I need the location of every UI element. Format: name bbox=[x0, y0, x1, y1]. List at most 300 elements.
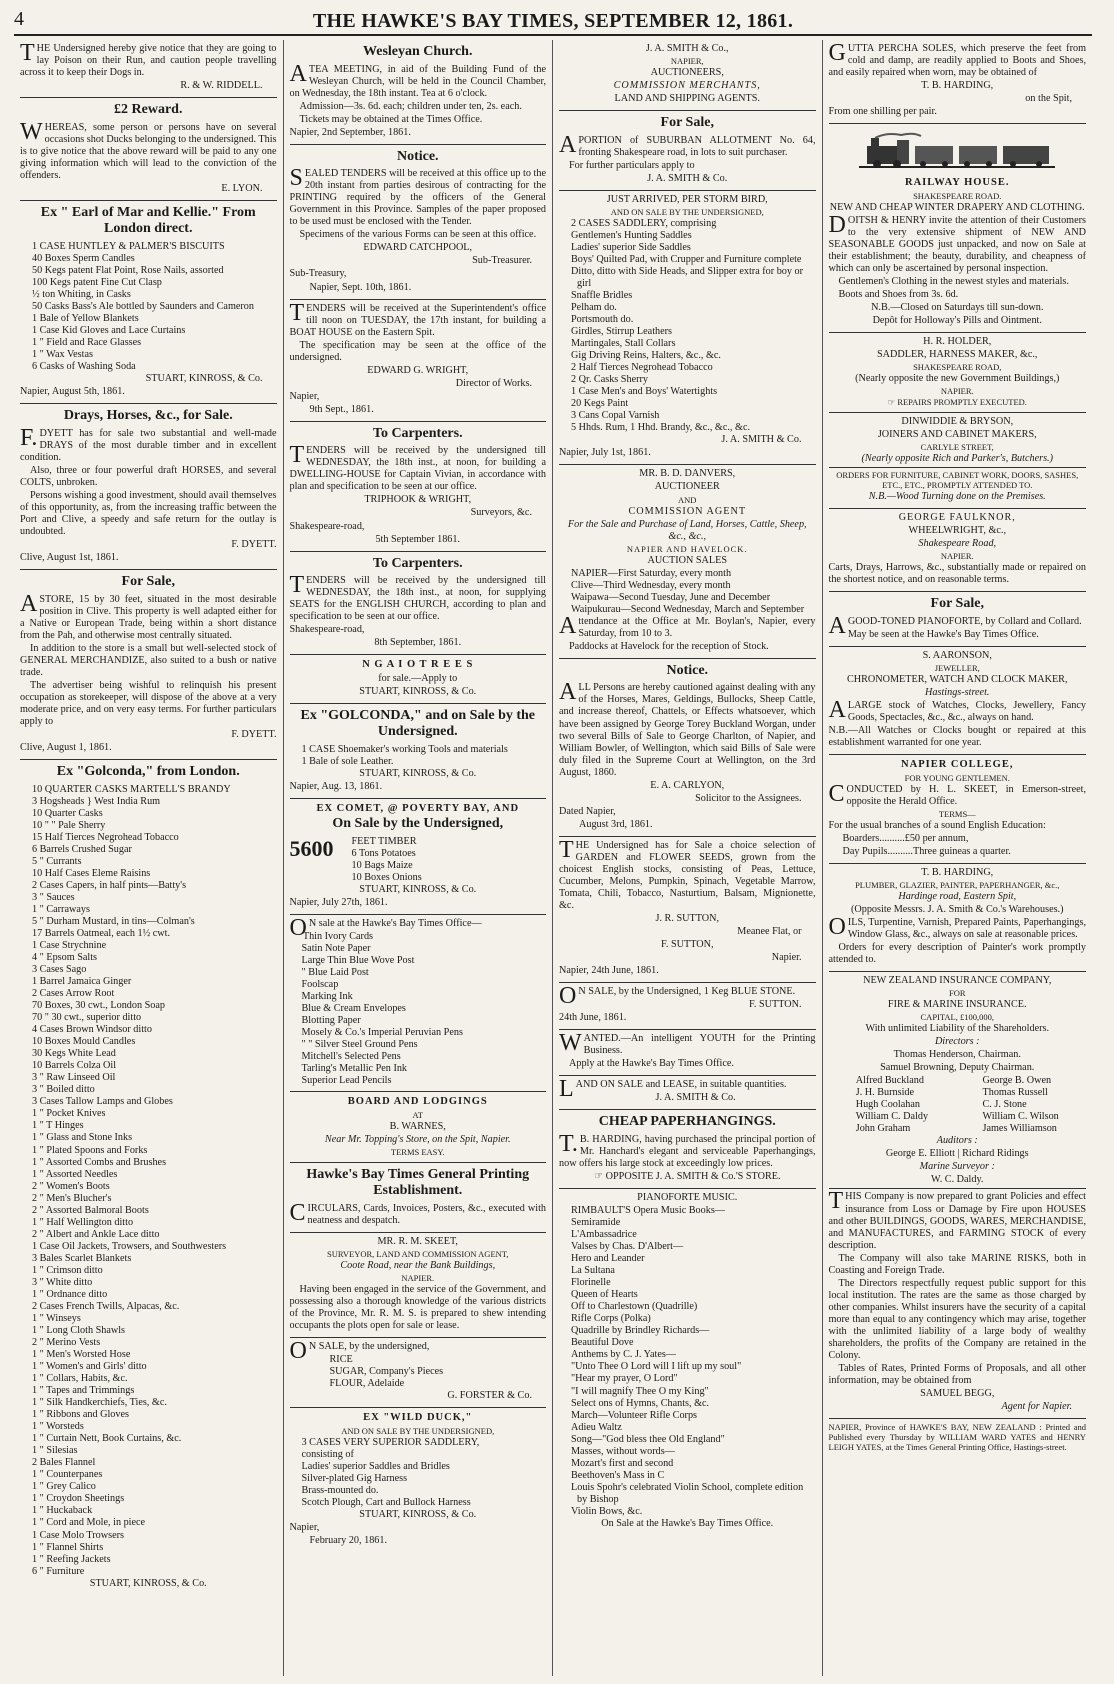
ad-description: For the Sale and Purchase of Land, Horses, Cattle, Sheep, &c., &c., bbox=[567, 518, 807, 542]
ad-signature: F. SUTTON. bbox=[749, 999, 802, 1011]
list-item: 5 Hhds. Rum, 1 Hhd. Brandy, &c., &c., &c. bbox=[571, 422, 751, 434]
list-item: 3 " Raw Linseed Oil bbox=[32, 1072, 116, 1084]
ad-signature: T. B. HARDING, bbox=[921, 80, 994, 92]
column-4 bbox=[823, 40, 1093, 1676]
ad-paragraph: The Company will also take MARINE RISKS, both in Coasting and Foreign Trade. bbox=[828, 1252, 1086, 1276]
ad-orders: ORDERS FOR FURNITURE, CABINET WORK, DOORS, SASHES, ETC., ETC., PROMPTLY ATTENDED TO. bbox=[836, 470, 1079, 491]
list-item: 3 Cases Tallow Lamps and Globes bbox=[32, 1096, 173, 1108]
ad-text: ON SALE, by the undersigned, bbox=[289, 1338, 430, 1365]
ad-repairs: ☞ REPAIRS PROMPTLY EXECUTED. bbox=[887, 397, 1027, 408]
ad-paragraph: Attendance at the Office at Mr. Boylan's, Napier, every Saturday, from 10 to 3. bbox=[559, 612, 816, 639]
director-name: J. H. Burnside bbox=[855, 1087, 915, 1099]
ad-signature: E. LYON. bbox=[221, 182, 263, 194]
ad-note: Depôt for Holloway's Pills and Ointment. bbox=[872, 314, 1042, 326]
ad-skeet-surveyor bbox=[290, 1233, 547, 1338]
ad-title: For Sale, bbox=[121, 574, 175, 590]
list-item: 1 Barrel Jamaica Ginger bbox=[32, 976, 132, 988]
ad-title: NAPIER COLLEGE, bbox=[901, 759, 1014, 771]
ad-date: 8th September, 1861. bbox=[374, 637, 462, 649]
ad-pianoforte-music bbox=[559, 1189, 816, 1535]
list-item: 1 " Worsteds bbox=[32, 1421, 84, 1433]
ad-reward bbox=[20, 98, 277, 201]
list-item: 1 " Grey Calico bbox=[32, 1481, 96, 1493]
list-item: 1 " Tapes and Trimmings bbox=[32, 1385, 135, 1397]
ad-date: 5th September 1861. bbox=[375, 533, 461, 545]
ad-name: H. R. HOLDER, bbox=[923, 335, 992, 347]
ad-town: Napier. bbox=[771, 952, 802, 964]
ad-town: NAPIER. bbox=[401, 1273, 435, 1284]
timber-quantity: 5600 bbox=[289, 835, 334, 861]
goods-list bbox=[290, 744, 547, 768]
ad-address: SHAKESPEARE ROAD, bbox=[913, 361, 1002, 372]
ad-poison-notice bbox=[20, 40, 277, 98]
ad-address: CARLYLE STREET, bbox=[920, 442, 994, 453]
ad-role: SURVEYOR, LAND AND COMMISSION AGENT, bbox=[327, 1248, 509, 1259]
list-item: 40 Boxes Sperm Candles bbox=[32, 252, 135, 264]
ad-subtitle: On Sale by the Undersigned, bbox=[332, 816, 504, 832]
ad-text: AGOOD-TONED PIANOFORTE, by Collard and Collard. bbox=[828, 612, 1082, 639]
ad-signature: STUART, KINROSS, & Co. bbox=[359, 1508, 477, 1520]
ad-text: TENDERS will be received by the undersigned till WEDNESDAY, the 18th inst., at noon, for supplying SEATS for the ENGLISH CHURCH, according to plan and specification to be seen at our office. bbox=[289, 572, 546, 623]
ad-role: JEWELLER, bbox=[934, 662, 980, 673]
ad-note: N.B.—All Watches or Clocks bought or repaired at this establishment warranted for one year. bbox=[828, 725, 1086, 749]
ad-signature: F. SUTTON, bbox=[661, 939, 714, 951]
list-item: Tarling's Metallic Pen Ink bbox=[301, 1063, 408, 1075]
list-item: 6 Barrels Crushed Sugar bbox=[32, 843, 132, 855]
list-item: 1 CASE HUNTLEY & PALMER'S BISCUITS bbox=[32, 240, 225, 252]
ad-harding-plumber bbox=[829, 864, 1087, 972]
ad-name: DINWIDDIE & BRYSON, bbox=[901, 416, 1014, 428]
ad-paragraphs bbox=[289, 60, 547, 126]
ad-address: Hardinge road, Eastern Spit, bbox=[898, 890, 1017, 902]
ad-title: To Carpenters. bbox=[372, 425, 463, 441]
list-item: 10 Bags Maize bbox=[351, 859, 413, 871]
ad-wild-duck bbox=[290, 1408, 547, 1552]
list-item: 1 " Long Cloth Shawls bbox=[32, 1324, 126, 1336]
ad-role: SADDLER, HARNESS MAKER, &c., bbox=[877, 348, 1038, 360]
ad-address: Hastings-street. bbox=[925, 687, 990, 699]
list-item: Semiramide bbox=[571, 1217, 621, 1229]
list-item: Martingales, Stall Collars bbox=[571, 338, 676, 350]
list-item: Quadrille by Brindley Richards— bbox=[571, 1325, 710, 1337]
ad-title: Wesleyan Church. bbox=[363, 44, 473, 59]
list-item: " Blue Laid Post bbox=[301, 967, 369, 979]
list-item: 2 Qr. Casks Sherry bbox=[571, 374, 648, 386]
list-item: 1 " Collars, Habits, &c. bbox=[32, 1373, 128, 1385]
ad-paragraph: TENDERS will be received at the Superintendent's office till noon on TUESDAY, the 17th instant, for building a BOAT HOUSE on the Eastern Spit. bbox=[289, 299, 546, 338]
ad-rice-sugar bbox=[290, 1338, 547, 1408]
ad-date: Dated Napier, bbox=[559, 805, 616, 817]
ad-signature: F. DYETT. bbox=[231, 539, 277, 551]
ad-paragraph: Paddocks at Havelock for the reception of Stock. bbox=[569, 640, 769, 652]
ad-text: WHEREAS, some person or persons have on several occasions shot Ducks belonging to the undersigned. This is to give notice that the above reward will be paid to any one giving information which will lead to the conviction of the offenders. bbox=[20, 118, 277, 181]
list-item: 1 Bale of Yellow Blankets bbox=[32, 313, 139, 325]
list-item: Clive—Third Wednesday, every month bbox=[571, 579, 731, 591]
ad-golconda-2 bbox=[290, 704, 547, 799]
ad-paragraph: The advertiser being wishful to relinquish his present occupation as storekeeper, will dispose of the above at a very moderate price, and on very easy terms. For further particulars apply to bbox=[20, 679, 277, 727]
list-item: Waipukurau—Second Wednesday, March and September bbox=[571, 603, 805, 615]
ad-chairman: Thomas Henderson, Chairman. bbox=[893, 1049, 1021, 1061]
list-item: 1 " Croydon Sheetings bbox=[32, 1493, 125, 1505]
ad-text: Carts, Drays, Harrows, &c., substantially made or repaired on the shortest notice, and on reasonable terms. bbox=[828, 562, 1086, 586]
list-item: 3 " Boiled ditto bbox=[32, 1084, 95, 1096]
ad-date: Napier, August 5th, 1861. bbox=[20, 386, 125, 398]
ad-signature: J. A. SMITH & Co. bbox=[721, 434, 802, 446]
ad-signature: EDWARD G. WRIGHT, bbox=[367, 364, 469, 376]
ad-allotment bbox=[559, 111, 816, 191]
ad-note: May be seen at the Hawke's Bay Times Office. bbox=[847, 628, 1039, 640]
list-item: Adieu Waltz bbox=[571, 1421, 622, 1433]
ad-signature: TRIPHOOK & WRIGHT, bbox=[364, 494, 472, 506]
ad-paragraph: For further particulars apply to bbox=[569, 159, 695, 171]
list-item: 50 Kegs patent Flat Point, Rose Nails, assorted bbox=[32, 264, 224, 276]
ad-boat-house bbox=[290, 300, 547, 422]
ad-paragraphs bbox=[559, 1030, 816, 1070]
ad-signature: STUART, KINROSS, & Co. bbox=[359, 883, 477, 895]
ad-signature: J. A. SMITH & Co. bbox=[655, 1092, 736, 1104]
ad-paragraph: Gentlemen's Clothing in the newest styles and materials. bbox=[838, 275, 1069, 287]
list-item: Waipawa—Second Tuesday, June and December bbox=[571, 591, 771, 603]
ad-board-lodgings bbox=[290, 1092, 547, 1162]
list-item: Superior Lead Pencils bbox=[301, 1075, 392, 1087]
list-item: Snaffle Bridles bbox=[571, 290, 633, 302]
ad-deputy: Samuel Browning, Deputy Chairman. bbox=[880, 1062, 1035, 1074]
director-name: William C. Wilson bbox=[982, 1111, 1059, 1123]
list-item: 1 " Silk Handkerchiefs, Ties, &c. bbox=[32, 1397, 167, 1409]
list-item: 1 " Carraways bbox=[32, 903, 90, 915]
ad-title: £2 Reward. bbox=[114, 102, 183, 118]
list-item: 10 QUARTER CASKS MARTELL'S BRANDY bbox=[32, 783, 231, 795]
list-item: 70 " 30 cwt., superior ditto bbox=[32, 1012, 142, 1024]
ad-date: August 3rd, 1861. bbox=[579, 818, 653, 830]
list-item: 1 " Assorted Combs and Brushes bbox=[32, 1156, 167, 1168]
list-item: Marking Ink bbox=[301, 991, 353, 1003]
ad-role: CHRONOMETER, WATCH AND CLOCK MAKER, bbox=[846, 674, 1068, 685]
ad-title: Notice. bbox=[396, 148, 439, 164]
ad-role: PLUMBER, GLAZIER, PAINTER, PAPERHANGER, &c., bbox=[855, 879, 1060, 890]
list-item: 1 " Winseys bbox=[32, 1312, 81, 1324]
list-item: 10 Boxes Onions bbox=[351, 871, 422, 883]
list-item: L'Ambassadrice bbox=[571, 1229, 637, 1241]
list-item: consisting of bbox=[301, 1448, 354, 1460]
ad-paragraph: In addition to the store is a small but well-selected stock of GENERAL MERCHANDIZE, also suited to a bush or native trade. bbox=[20, 642, 277, 678]
ad-title: For Sale, bbox=[660, 115, 714, 131]
list-item: NAPIER—First Saturday, every month bbox=[571, 567, 732, 579]
ad-paragraph: Boots and Shoes from 3s. 6d. bbox=[838, 288, 959, 300]
list-item: 3 Hogsheads } West India Rum bbox=[32, 795, 161, 807]
list-item: Anthems by C. J. Yates— bbox=[571, 1349, 676, 1361]
list-item: 2 " Women's Boots bbox=[32, 1180, 110, 1192]
ad-text: THE Undersigned has for Sale a choice selection of GARDEN and FLOWER SEEDS, grown from the choicest English stocks, consisting of Peas, Lettuce, Cucumber, Melons, Pumpkin, Spinach, Vegetable Marrow, Tomata, Chili, Tobacco, Nasturtium, Balsam, Mignionette, &c. bbox=[559, 836, 816, 911]
ad-paragraphs bbox=[828, 913, 1087, 966]
ad-address: Near Mr. Topping's Store, on the Spit, Napier. bbox=[324, 1133, 511, 1145]
ad-blue-stone bbox=[559, 983, 816, 1030]
list-item: Large Thin Blue Wove Post bbox=[301, 955, 415, 967]
list-item: 4 " Epsom Salts bbox=[32, 952, 98, 963]
list-item: 2 " Assorted Balmoral Boots bbox=[32, 1204, 149, 1216]
ad-address: Shakespeare Road, bbox=[918, 538, 997, 550]
list-item: Thin Ivory Cards bbox=[302, 930, 374, 942]
columns bbox=[14, 40, 1092, 1676]
ad-aaronson bbox=[829, 647, 1087, 755]
list-item: 2 CASES SADDLERY, comprising bbox=[571, 217, 717, 229]
column-3 bbox=[553, 40, 823, 1676]
ad-date: February 20, 1861. bbox=[309, 1534, 388, 1546]
list-item: 1 " Ordnance ditto bbox=[32, 1288, 108, 1300]
ad-name: MR. B. D. DANVERS, bbox=[639, 468, 736, 480]
ad-place: Meanee Flat, or bbox=[737, 926, 802, 937]
list-item: Louis Spohr's celebrated Violin School, complete edition by Bishop bbox=[571, 1481, 804, 1505]
ad-name: J. A. SMITH & Co., bbox=[645, 43, 729, 54]
ad-title: Ex "Golconda," from London. bbox=[56, 764, 240, 780]
list-item: 3 CASES VERY SUPERIOR SADDLERY, bbox=[301, 1436, 480, 1448]
ad-date: 24th June, 1861. bbox=[559, 1012, 627, 1024]
goods-list bbox=[559, 218, 816, 435]
list-item: La Sultana bbox=[571, 1265, 615, 1277]
ad-printing-tenders bbox=[290, 145, 547, 300]
ad-surveyor: W. C. Daldy. bbox=[931, 1174, 984, 1186]
list-item: 10 Quarter Casks bbox=[32, 807, 103, 819]
list-item: "I will magnify Thee O my King" bbox=[571, 1385, 709, 1397]
ad-subtitle: AUCTION SALES bbox=[647, 554, 728, 566]
ad-paragraph: Orders for every description of Painter's work promptly attended to. bbox=[828, 941, 1086, 965]
list-item: Mitchell's Selected Pens bbox=[301, 1051, 401, 1063]
list-item: 3 " Sauces bbox=[32, 891, 75, 903]
ad-piano-for-sale bbox=[829, 592, 1087, 647]
ad-title: BOARD AND LODGINGS bbox=[347, 1096, 488, 1108]
ad-role: Solicitor to the Assignees. bbox=[695, 792, 802, 804]
ad-note: (Nearly opposite Rich and Parker's, Butchers.) bbox=[861, 453, 1053, 465]
ad-signature: G. FORSTER & Co. bbox=[447, 1390, 532, 1402]
list-item: 1 " Cord and Mole, in piece bbox=[32, 1517, 146, 1529]
list-item: 1 " Huckaback bbox=[32, 1505, 93, 1517]
ad-signature: STUART, KINROSS, & Co. bbox=[359, 685, 477, 697]
list-item: 2 Cases French Twills, Alpacas, &c. bbox=[32, 1300, 180, 1312]
ad-title: To Carpenters. bbox=[372, 555, 463, 571]
ad-drays-horses bbox=[20, 404, 277, 570]
ad-text: for sale.—Apply to bbox=[378, 672, 458, 684]
list-item: 1 " Glass and Stone Inks bbox=[32, 1132, 133, 1144]
ad-carpenters-1 bbox=[290, 422, 547, 552]
director-name: George B. Owen bbox=[982, 1075, 1052, 1087]
ad-role: Director of Works. bbox=[455, 377, 532, 389]
goods-list bbox=[20, 784, 277, 1578]
ad-paragraph: OILS, Turpentine, Varnish, Prepared Paints, Paperhangings, Window Glass, &c., always on sale at reasonable prices. bbox=[828, 913, 1086, 940]
ad-dinwiddie bbox=[829, 413, 1087, 509]
list-item: 2 " Men's Blucher's bbox=[32, 1192, 112, 1204]
list-item: "Unto Thee O Lord will I lift up my soul" bbox=[571, 1361, 742, 1373]
list-item: Rifle Corps (Polka) bbox=[571, 1313, 651, 1325]
list-item: Brass-mounted do. bbox=[301, 1484, 379, 1496]
list-item: 1 Case Strychnine bbox=[32, 939, 107, 951]
ad-paragraph: The specification may be seen at the office of the undersigned. bbox=[289, 339, 546, 363]
list-item: 1 " Silesias bbox=[32, 1445, 78, 1457]
ad-subtitle: AND ON SALE BY THE UNDERSIGNED, bbox=[610, 206, 764, 217]
ad-seeds bbox=[559, 837, 816, 983]
ad-paragraphs bbox=[559, 131, 816, 172]
list-item: Blue & Cream Envelopes bbox=[301, 1003, 406, 1015]
list-item: Hero and Leander bbox=[571, 1253, 645, 1265]
director-name: Thomas Russell bbox=[982, 1087, 1048, 1099]
list-item: Gentlemen's Hunting Saddles bbox=[571, 229, 692, 241]
ad-name: B. WARNES, bbox=[389, 1120, 446, 1132]
list-item: Queen of Hearts bbox=[571, 1289, 638, 1301]
ad-date: Napier, bbox=[289, 390, 320, 402]
ad-text: ON SALE, by the Undersigned, 1 Keg BLUE STONE. bbox=[559, 983, 796, 1010]
ad-signature: R. & W. RIDDELL. bbox=[180, 80, 263, 92]
ad-golconda bbox=[20, 760, 277, 1595]
ad-caution-notice bbox=[559, 659, 816, 837]
ad-paragraph: WANTED.—An intelligent YOUTH for the Printing Business. bbox=[559, 1030, 816, 1057]
list-item: 3 Bales Scarlet Blankets bbox=[32, 1252, 132, 1264]
ad-signature: J. A. SMITH & Co. bbox=[647, 172, 728, 184]
ad-signature: STUART, KINROSS, & Co. bbox=[145, 373, 263, 385]
ad-text: For the usual branches of a sound English Education: bbox=[828, 819, 1046, 831]
ad-paragraphs bbox=[559, 612, 816, 653]
list-item: 1 Case Oil Jackets, Trowsers, and Southwesters bbox=[32, 1240, 227, 1252]
ad-title: CHEAP PAPERHANGINGS. bbox=[598, 1114, 776, 1130]
director-name: Alfred Buckland bbox=[855, 1075, 924, 1087]
ad-paragraphs bbox=[828, 1188, 1087, 1387]
column-1 bbox=[14, 40, 284, 1676]
ad-paragraph: APORTION of SUBURBAN ALLOTMENT No. 64, fronting Shakespeare road, in lots to suit purchaser. bbox=[559, 131, 816, 158]
ad-role: COMMISSION MERCHANTS, bbox=[613, 80, 761, 92]
ad-insurance bbox=[829, 972, 1087, 1419]
ad-land-lease bbox=[559, 1076, 816, 1110]
ad-town: NAPIER. bbox=[940, 386, 974, 396]
goods-list bbox=[290, 931, 547, 1087]
list-item: 6 " Furniture bbox=[32, 1565, 85, 1577]
list-item: Violin Bows, &c. bbox=[571, 1505, 643, 1517]
ad-terms: TERMS— bbox=[938, 808, 976, 819]
train-icon bbox=[857, 132, 1057, 172]
ad-text: T.B. HARDING, having purchased the principal portion of Mr. Hanchard's elegant and serviceable Paperhangings, now offers his large stock at exceedingly low prices. bbox=[559, 1130, 816, 1169]
list-item: Mozart's first and second bbox=[571, 1457, 674, 1469]
ad-date: 9th Sept., 1861. bbox=[309, 403, 374, 415]
ad-date: Shakespeare-road, bbox=[289, 624, 365, 636]
ad-title: N G A I O T R E E S bbox=[362, 659, 474, 671]
list-item: Florinelle bbox=[571, 1277, 611, 1289]
page-number: 4 bbox=[14, 8, 24, 30]
ad-name: S. AARONSON, bbox=[922, 649, 992, 661]
director-name: William C. Daldy bbox=[855, 1111, 929, 1123]
ad-liability: With unlimited Liability of the Shareholders. bbox=[865, 1023, 1049, 1035]
ad-name: MR. R. M. SKEET, bbox=[377, 1235, 458, 1247]
ad-smith-auctioneers bbox=[559, 40, 816, 111]
ad-terms: TERMS EASY. bbox=[390, 1146, 445, 1157]
director-name: C. J. Stone bbox=[982, 1099, 1027, 1111]
list-item: 1 Case Molo Trowsers bbox=[32, 1529, 124, 1541]
list-item: 2 " Albert and Ankle Lace ditto bbox=[32, 1228, 160, 1240]
list-item: Blotting Paper bbox=[301, 1015, 361, 1027]
ad-text: TENDERS will be received by the undersigned till WEDNESDAY, the 18th inst., at noon, for building a DWELLING-HOUSE for Captain Vivian, in accordance with plan and specification to be seen at our office. bbox=[289, 442, 546, 493]
ad-paragraph: Specimens of the various Forms can be seen at this office. bbox=[299, 229, 537, 241]
list-item: Valses by Chas. D'Albert— bbox=[571, 1241, 684, 1253]
list-item: Ladies' superior Saddles and Bridles bbox=[301, 1460, 450, 1472]
ad-date: Napier, bbox=[289, 1521, 320, 1533]
list-item: Portsmouth do. bbox=[571, 314, 634, 326]
ad-paperhangings bbox=[559, 1110, 816, 1189]
list-item: 1 " Curtain Nett, Book Curtains, &c. bbox=[32, 1433, 182, 1445]
ad-text: CONDUCTED by H. L. SKEET, in Emerson-street, opposite the Herald Office. bbox=[828, 780, 1086, 807]
ad-text: GUTTA PERCHA SOLES, which preserve the feet from cold and damp, are readily applied to Boots and Shoes, and easily repaired when worn, may be obtained of bbox=[828, 40, 1086, 79]
list-item: March—Volunteer Rifle Corps bbox=[571, 1409, 697, 1421]
list-item: 70 Boxes, 30 cwt., London Soap bbox=[32, 1000, 165, 1012]
list-item: Silver-plated Gig Harness bbox=[301, 1472, 408, 1484]
ad-town: NAPIER. bbox=[940, 551, 974, 562]
auction-list bbox=[559, 568, 816, 616]
ad-date: Napier, July 27th, 1861. bbox=[289, 896, 388, 908]
list-item: 30 Kegs White Lead bbox=[32, 1048, 116, 1060]
list-item: Ditto, ditto with Side Heads, and Slipper extra for boy or girl bbox=[571, 265, 804, 289]
ad-note: (Opposite Messrs. J. A. Smith & Co.'s Warehouses.) bbox=[851, 903, 1064, 915]
ad-date: Clive, August 1st, 1861. bbox=[20, 552, 119, 564]
list-item: 1 Case Men's and Boys' Watertights bbox=[571, 386, 718, 398]
list-item: 1 " Men's Worsted Hose bbox=[32, 1349, 131, 1361]
list-item: 1 " Counterpanes bbox=[32, 1469, 103, 1481]
list-item: Boys' Quilted Pad, with Crupper and Furniture complete bbox=[571, 253, 802, 265]
ad-date: Shakespeare-road, bbox=[289, 520, 365, 532]
ad-storm-bird bbox=[559, 191, 816, 466]
list-item: 17 Barrels Oatmeal, each 1½ cwt. bbox=[32, 927, 171, 939]
list-item: 10 " " Pale Sherry bbox=[32, 819, 106, 831]
list-item: 50 Casks Bass's Ale bottled by Saunders and Cameron bbox=[32, 301, 254, 313]
list-item: Beethoven's Mass in C bbox=[571, 1469, 665, 1481]
ad-role: WHEELWRIGHT, &c., bbox=[908, 525, 1006, 537]
ad-note: From one shilling per pair. bbox=[828, 106, 937, 118]
list-item: Masses, without words— bbox=[571, 1445, 675, 1457]
ad-title: EX COMET, @ POVERTY BAY, AND bbox=[316, 802, 520, 814]
ad-signature: ☞ OPPOSITE J. A. SMITH & Co.'S STORE. bbox=[593, 1170, 781, 1182]
ad-text: ALARGE stock of Watches, Clocks, Jewellery, Fancy Goods, Spectacles, &c., &c., always on hand. bbox=[828, 697, 1086, 724]
ad-paragraph: ATEA MEETING, in aid of the Building Fund of the Wesleyan Church, will be held in the Council Chamber, on Wednesday, the 18th instant. Tea at 6 o'clock. bbox=[289, 60, 546, 99]
ad-text: ALL Persons are hereby cautioned against dealing with any of the Horses, Mares, Geldings, Bullocks, Sheep Cattle, and increase thereof, Chattels, or Effects whatsoever, which have been assigned by George Torey Buckland Worgan, under two several Bills of Sale to George Charlton, of Napier, and William Bowler, of Wellington, which said Bills of Sale were duly filed in the Supreme Court at Wellington, on the 3rd August, 1860. bbox=[559, 679, 816, 778]
list-item: Song—"God bless thee Old England" bbox=[571, 1433, 725, 1445]
ad-paragraph: Tables of Rates, Printed Forms of Proposals, and all other information, may be obtained from bbox=[828, 1362, 1086, 1386]
ad-title: RAILWAY HOUSE. bbox=[905, 177, 1010, 189]
list-item: SUGAR, Company's Pieces bbox=[329, 1366, 444, 1378]
ad-directors-heading: Directors : bbox=[934, 1036, 980, 1048]
list-item: Girdles, Stirrup Leathers bbox=[571, 326, 672, 338]
ad-paragraphs bbox=[289, 165, 547, 241]
ad-title: Drays, Horses, &c., for Sale. bbox=[63, 408, 233, 424]
ad-note: N.B.—Closed on Saturdays till sun-down. bbox=[871, 301, 1044, 313]
ad-paragraph: DOITSH & HENRY invite the attention of their Customers to the very extensive shipment of NEW AND SEASONABLE GOODS just unpacked, and now on Sale at their establishment; the beauty, durability, and cheapness of which can only be ascertained by personal inspection. bbox=[828, 211, 1086, 274]
ad-date: Napier, Aug. 13, 1861. bbox=[289, 780, 383, 792]
list-item: Off to Charlestown (Quadrille) bbox=[571, 1301, 698, 1313]
ad-earl-of-mar bbox=[20, 201, 277, 404]
ad-text: Having been engaged in the service of the Government, and possessing also a thorough knowledge of the various districts of the Province, Mr. R. M. S. is prepared to shew intending occupants the plots open for sale or lease. bbox=[289, 1284, 546, 1332]
ad-fee-row: Boarders..........£50 per annum, bbox=[842, 832, 969, 844]
list-item: 20 Kegs Paint bbox=[571, 398, 629, 410]
list-item: 2 Cases Capers, in half pints—Batty's bbox=[32, 879, 187, 891]
ad-place: on the Spit, bbox=[1025, 93, 1072, 105]
list-item: Beautiful Dove bbox=[571, 1337, 634, 1349]
ad-danvers bbox=[559, 465, 816, 658]
ad-signature: E. A. CARLYON, bbox=[650, 779, 725, 791]
list-item: 1 " Assorted Needles bbox=[32, 1168, 118, 1180]
ad-signature: EDWARD CATCHPOOL, bbox=[363, 242, 473, 254]
imprint bbox=[829, 1419, 1087, 1457]
ad-paragraph: Also, three or four powerful draft HORSES, and several COLTS, unbroken. bbox=[20, 464, 277, 488]
list-item: FEET TIMBER bbox=[351, 835, 417, 847]
directors-left bbox=[856, 1075, 928, 1135]
ad-holder bbox=[829, 333, 1087, 413]
ad-signature: F. DYETT. bbox=[231, 728, 277, 740]
list-item: Scotch Plough, Cart and Bullock Harness bbox=[301, 1496, 471, 1508]
music-list bbox=[559, 1205, 816, 1518]
goods-list bbox=[20, 241, 277, 373]
